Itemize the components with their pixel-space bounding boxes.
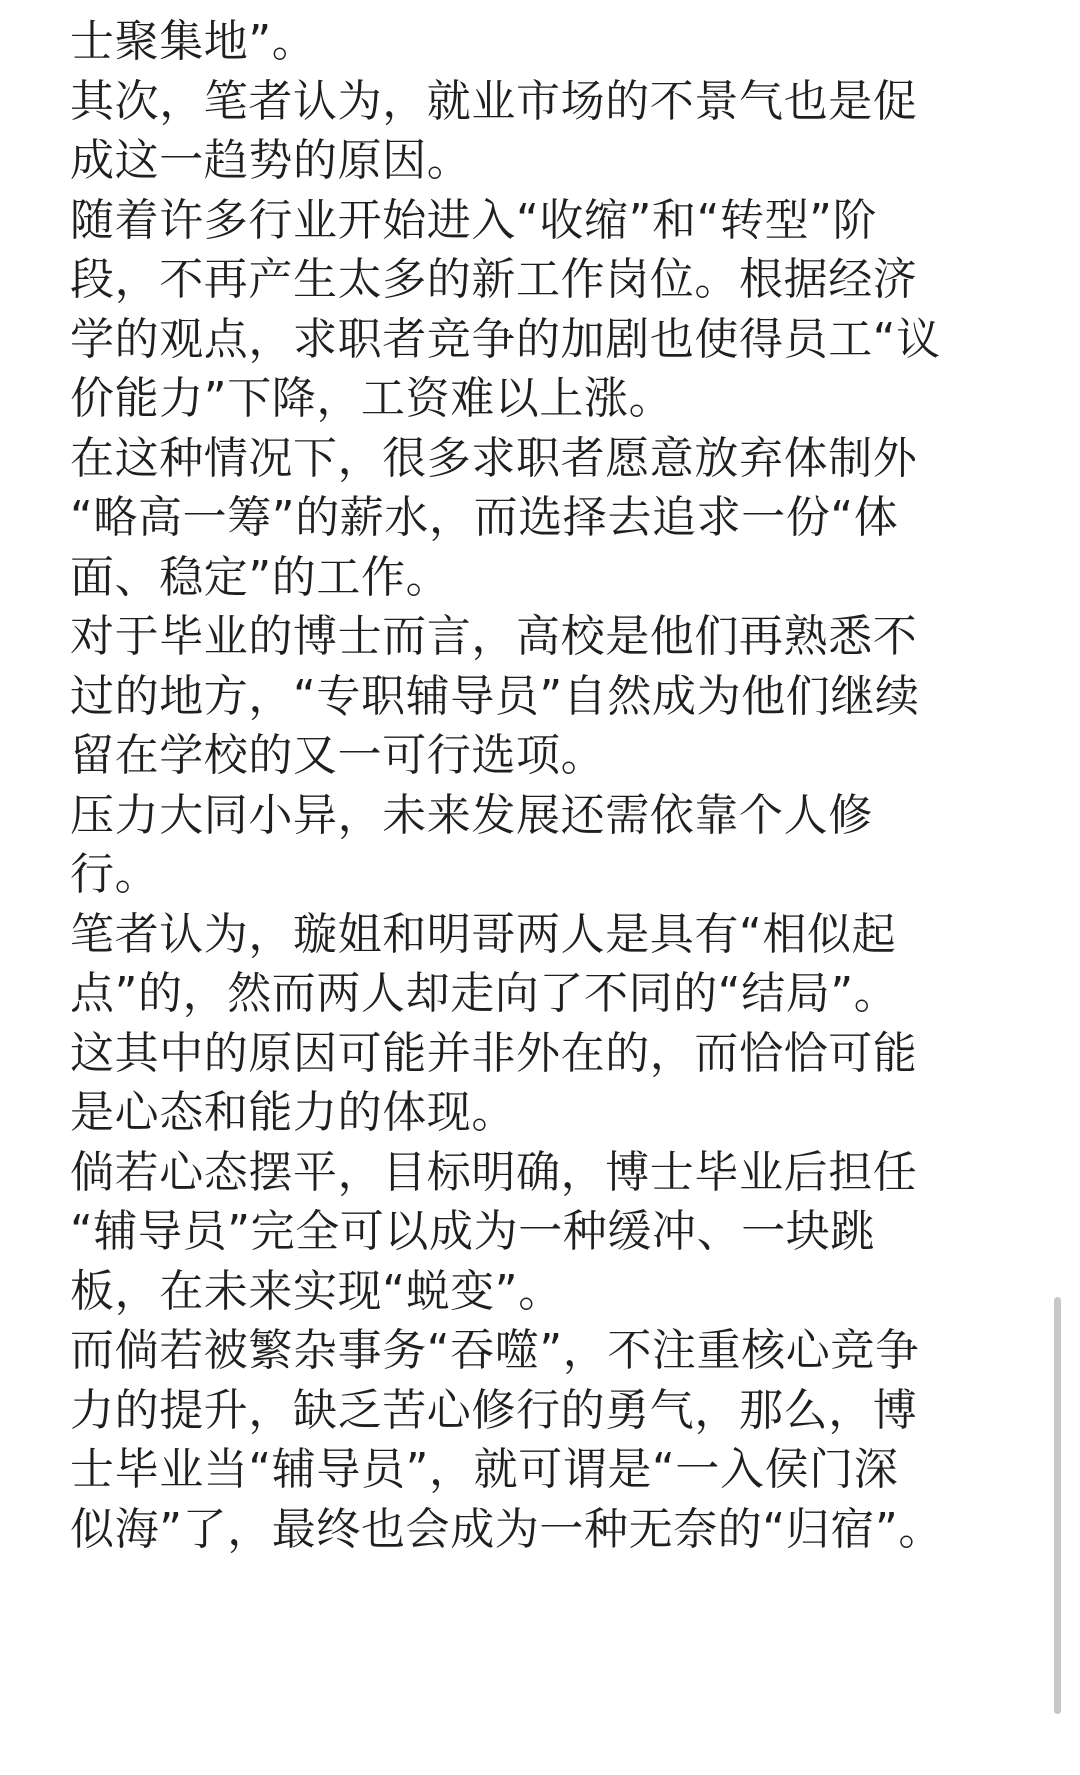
text-line: 留在学校的又一可行选项。: [70, 730, 606, 781]
text-line: 行。: [70, 849, 160, 900]
text-line: “辅导员”完全可以成为一种缓冲、一块跳: [70, 1206, 875, 1257]
text-line: “略高一筹”的薪水，而选择去追求一份“体: [70, 492, 899, 543]
text-line: 过的地方，“专职辅导员”自然成为他们继续: [70, 670, 920, 722]
text-line: 对于毕业的博士而言，高校是他们再熟悉不: [70, 611, 918, 662]
article-body: [70, 12, 1030, 1559]
text-line: 在这种情况下，很多求职者愿意放弃体制外: [70, 432, 918, 484]
text-line: 士聚集地”。: [70, 16, 317, 67]
text-line: 学的观点，求职者竞争的加剧也使得员工“议: [70, 313, 941, 365]
text-line: 价能力”下降，工资难以上涨。: [70, 373, 674, 424]
text-line: 而倘若被繁杂事务“吞噬”，不注重核心竞争: [70, 1325, 920, 1376]
text-line: 是心态和能力的体现。: [70, 1087, 516, 1138]
text-line: 笔者认为，璇姐和明哥两人是具有“相似起: [70, 908, 897, 960]
text-line: 士毕业当“辅导员”，就可谓是“一入侯门深: [70, 1444, 899, 1495]
text-line: 板，在未来实现“蜕变”。: [70, 1265, 563, 1317]
text-line: 其次，笔者认为，就业市场的不景气也是促: [70, 75, 918, 127]
text-line: 段，不再产生太多的新工作岗位。根据经济: [70, 254, 918, 305]
text-line: 面、稳定”的工作。: [70, 551, 451, 603]
text-line: 成这一趋势的原因。: [70, 135, 472, 186]
text-line: 这其中的原因可能并非外在的，而恰恰可能: [70, 1027, 918, 1079]
text-line: 压力大同小异，未来发展还需依靠个人修: [70, 789, 873, 841]
text-line: 力的提升，缺乏苦心修行的勇气，那么，博: [70, 1384, 918, 1436]
text-line: 似海”了，最终也会成为一种无奈的“归宿”。: [70, 1503, 943, 1555]
text-line: 随着许多行业开始进入“收缩”和“转型”阶: [70, 194, 878, 246]
text-line: 倘若心态摆平，目标明确，博士毕业后担任: [70, 1146, 918, 1198]
text-line: 点”的，然而两人却走向了不同的“结局”。: [70, 968, 899, 1019]
scrollbar-thumb[interactable]: [1054, 1297, 1061, 1714]
